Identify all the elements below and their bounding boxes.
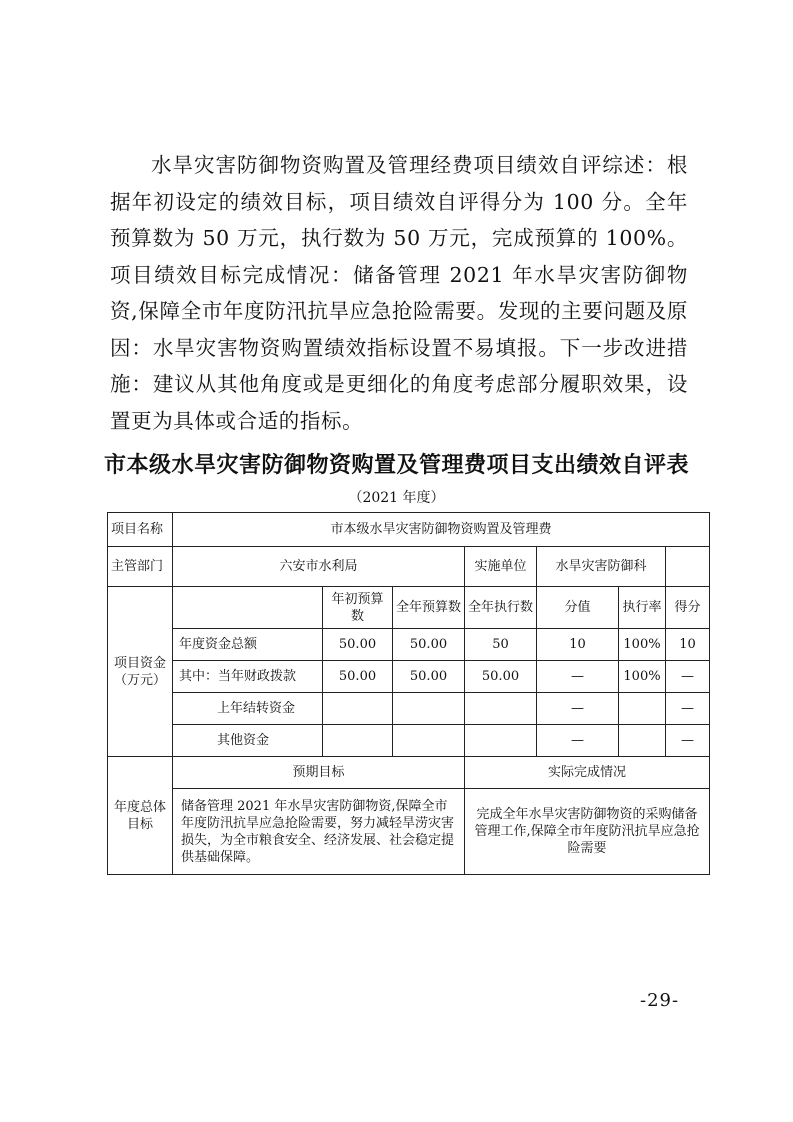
project-name-value: 市本级水旱灾害防御物资购置及管理费: [173, 513, 710, 547]
row-initial: 50.00: [323, 629, 393, 661]
row-exec: 50.00: [465, 661, 537, 693]
funds-label: 项目资金（万元）: [108, 587, 173, 757]
col-exec: 全年执行数: [465, 587, 537, 629]
goal-label: 年度总体目标: [108, 757, 173, 875]
actual-label: 实际完成情况: [465, 757, 710, 789]
table-row: [108, 513, 710, 547]
impl-value: 水旱灾害防御科: [537, 547, 666, 587]
empty-cell: [173, 587, 323, 629]
table-row: [108, 693, 710, 725]
row-score: 10: [666, 629, 710, 661]
table-title: 市本级水旱灾害防御物资购置及管理费项目支出绩效自评表: [103, 453, 689, 478]
table-row: [108, 789, 710, 875]
impl-label: 实施单位: [465, 547, 537, 587]
row-exec: [465, 693, 537, 725]
evaluation-table: [107, 512, 710, 875]
actual-result-text: 完成全年水旱灾害防御物资的采购储备管理工作,保障全市年度防汛抗旱应急抢险需要: [465, 789, 710, 875]
page-number: -29-: [640, 990, 680, 1011]
year-label: （2021 年度）: [348, 490, 445, 506]
row-score-val: —: [537, 661, 619, 693]
col-rate: 执行率: [619, 587, 666, 629]
table-row: [108, 725, 710, 757]
row-initial: 50.00: [323, 661, 393, 693]
dept-value: 六安市水利局: [173, 547, 465, 587]
row-exec: [465, 725, 537, 757]
project-name-label: 项目名称: [108, 513, 173, 547]
row-rate: [619, 693, 666, 725]
row-score-val: —: [537, 693, 619, 725]
expected-label: 预期目标: [173, 757, 465, 789]
row-initial: [323, 693, 393, 725]
table-row: [108, 629, 710, 661]
table-row: [108, 661, 710, 693]
col-initial: 年初预算数: [323, 587, 393, 629]
table-row: [108, 757, 710, 789]
table-header-row: [108, 587, 710, 629]
col-annual: 全年预算数: [393, 587, 465, 629]
row-annual: 50.00: [393, 661, 465, 693]
row-label: 上年结转资金: [173, 693, 323, 725]
row-label: 其他资金: [173, 725, 323, 757]
expected-goal-text: 储备管理 2021 年水旱灾害防御物资,保障全市年度防汛抗旱应急抢险需要，努力减轻旱涝灾害损失，为全市粮食安全、经济发展、社会稳定提供基础保障。: [173, 789, 465, 875]
row-rate: [619, 725, 666, 757]
empty-cell: [666, 547, 710, 587]
row-annual: 50.00: [393, 629, 465, 661]
col-score: 得分: [666, 587, 710, 629]
row-label: 年度资金总额: [173, 629, 323, 661]
row-score-val: 10: [537, 629, 619, 661]
row-rate: 100%: [619, 629, 666, 661]
row-score-val: —: [537, 725, 619, 757]
row-score: —: [666, 661, 710, 693]
row-annual: [393, 693, 465, 725]
row-label: 其中：当年财政拨款: [173, 661, 323, 693]
col-score-val: 分值: [537, 587, 619, 629]
summary-paragraph: 水旱灾害防御物资购置及管理经费项目绩效自评综述：根据年初设定的绩效目标，项目绩效自评得分为 100 分。全年预算数为 50 万元，执行数为 50 万元，完成预算的 100%。项目绩效目标完成情况：储备管理 2021 年水旱灾害防御物资,保障全市年度防汛抗旱应急抢险需要。发现的主要问题及原因：水旱灾害物资购置绩效指标设置不易填报。下一步改进措施：建议从其他角度或是更细化的角度考虑部分履职效果，设置更为具体或合适的指标。: [110, 153, 688, 433]
dept-label: 主管部门: [108, 547, 173, 587]
row-initial: [323, 725, 393, 757]
table-row: [108, 547, 710, 587]
row-annual: [393, 725, 465, 757]
row-rate: 100%: [619, 661, 666, 693]
row-score: —: [666, 693, 710, 725]
row-exec: 50: [465, 629, 537, 661]
row-score: —: [666, 725, 710, 757]
